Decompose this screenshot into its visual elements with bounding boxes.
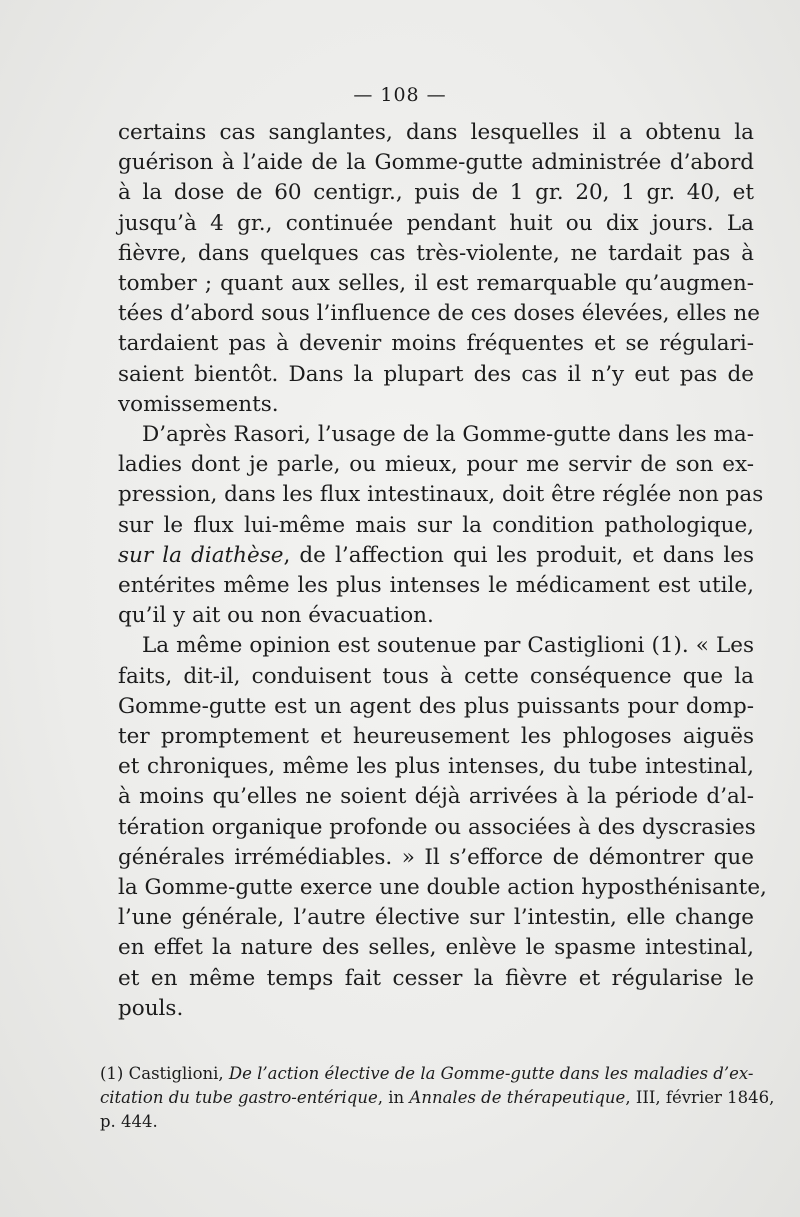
text-line: certains cas sanglantes, dans lesquelles il a obtenu la [118,120,754,145]
text-line: à la dose de 60 centigr., puis de 1 gr. 20, 1 gr. 40, et [118,180,754,206]
footnote-title: De l’action élective de la Gomme-gutte dans les maladies d’ex- [228,1064,754,1083]
text-line: tées d’abord sous l’influence de ces doses élevées, elles ne [118,301,760,327]
body-text [118,118,767,1024]
text-line: pouls. [118,995,184,1021]
text-line: à moins qu’elles ne soient déjà arrivées à la période d’al- [118,784,754,810]
text-line: saient bientôt. Dans la plupart des cas il n’y eut pas de [118,361,754,387]
text-line: vomissements. [118,391,279,417]
footnote-line: p. 444. [100,1112,158,1131]
text-line: La même opinion est soutenue par Castiglioni (1). « Les [142,633,754,659]
text-line: tomber ; quant aux selles, il est remarquable qu’augmen- [118,271,754,297]
text-line: fièvre, dans quelques cas très-violente, ne tardait pas à [118,240,754,266]
text-line: et en même temps fait cesser la fièvre et régularise le [118,965,754,991]
text-line: tardaient pas à devenir moins fréquentes et se régulari- [118,331,754,357]
footnote-journal: Annales de thérapeutique [409,1088,626,1107]
text-line: ter promptement et heureusement les phlogoses aiguës [118,724,754,750]
text-line: et chroniques, même les plus intenses, du tube intestinal, [118,754,754,780]
text-line: la Gomme-gutte exerce une double action hyposthénisante, [118,875,767,901]
text-line: l’une générale, l’autre élective sur l’intestin, elle change [118,905,754,931]
footnote-details: , III, février 1846, [625,1088,775,1107]
footnote-marker: (1) Castiglioni, [100,1064,224,1083]
text-line: générales irrémédiables. » Il s’efforce de démontrer que [118,844,754,870]
footnote-title-cont: citation du tube gastro-entérique [100,1088,378,1107]
text-line: tération organique profonde ou associées à des dyscrasies [118,814,756,840]
text-line [118,541,754,571]
page-number: — 108 — [353,84,447,106]
text-line-rest: , de l’affection qui les produit, et dans les [283,542,754,568]
text-line: ladies dont je parle, ou mieux, pour me servir de son ex- [118,452,754,478]
text-line: D’après Rasori, l’usage de la Gomme-gutte dans les ma- [142,422,754,448]
text-line: sur le flux lui-même mais sur la condition pathologique, [118,512,754,538]
text-line: pression, dans les flux intestinaux, doit être réglée non pas [118,482,764,508]
text-line: en effet la nature des selles, enlève le spasme intestinal, [118,935,754,961]
text-line: faits, dit-il, conduisent tous à cette conséquence que la [118,663,754,689]
footnote-sep: , in [377,1088,405,1107]
text-line: qu’il y ait ou non évacuation. [118,603,434,629]
footnote-line [100,1062,754,1086]
footnote [100,1062,775,1134]
text-line: Gomme-gutte est un agent des plus puissants pour domp- [118,693,754,719]
text-line: entérites même les plus intenses le médicament est utile, [118,573,754,599]
footnote-line [100,1086,775,1110]
text-line: guérison à l’aide de la Gomme-gutte administrée d’abord [118,150,754,176]
text-line: jusqu’à 4 gr., continuée pendant huit ou dix jours. La [118,210,754,236]
italic-phrase: sur la diathèse [118,542,284,568]
